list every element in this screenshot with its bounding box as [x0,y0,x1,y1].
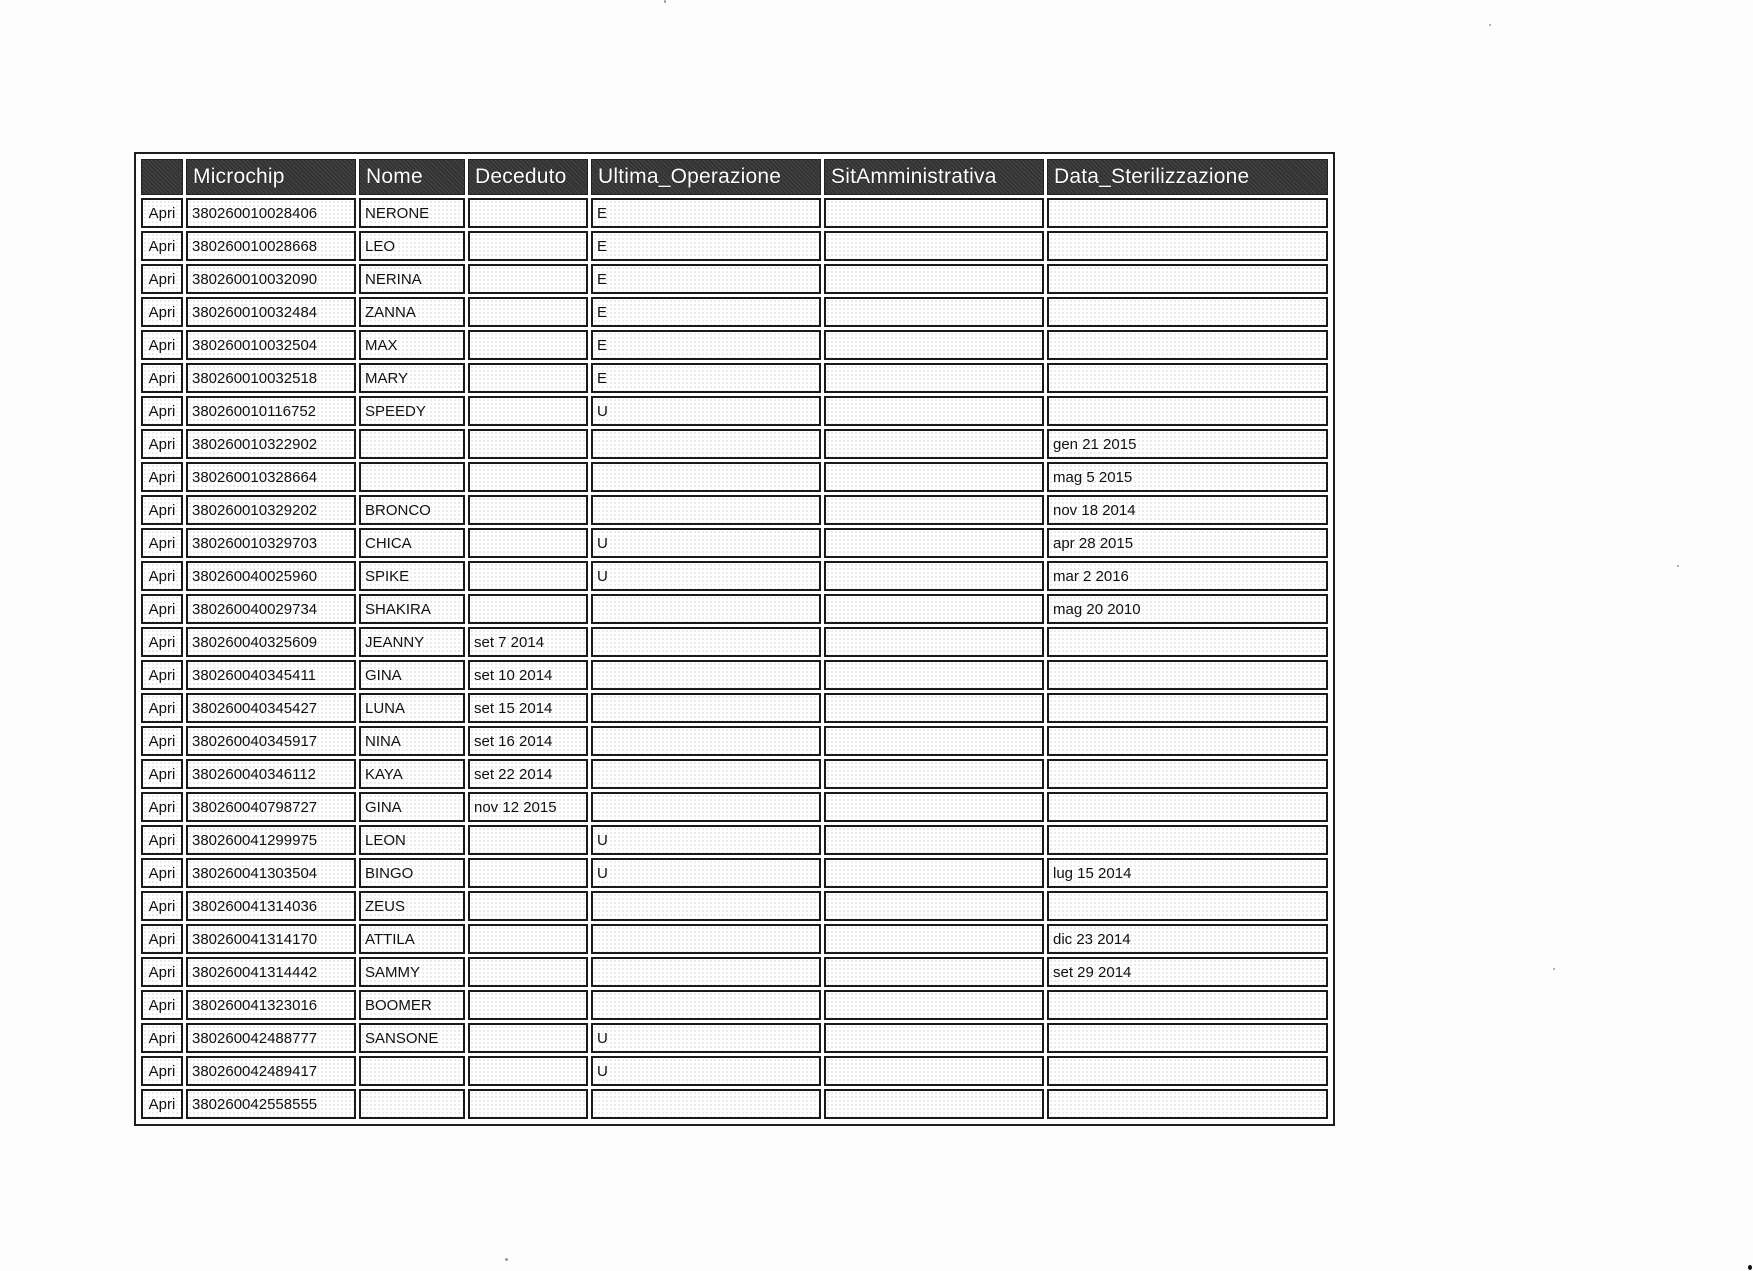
cell-sit-amministrativa [824,726,1044,756]
cell-sit-amministrativa [824,891,1044,921]
apri-button[interactable]: Apri [148,897,176,915]
cell-microchip: 380260010032504 [186,330,356,360]
apri-button[interactable]: Apri [148,732,176,750]
table-row [141,495,1328,525]
cell-data-sterilizzazione [1047,264,1328,294]
cell-ultima-operazione: E [591,198,821,228]
cell-nome [359,1089,465,1119]
apri-button-cell[interactable] [141,396,183,426]
apri-button[interactable]: Apri [148,1095,176,1113]
cell-ultima-operazione [591,594,821,624]
cell-deceduto [468,231,588,261]
apri-button-cell[interactable] [141,462,183,492]
apri-button[interactable]: Apri [148,534,176,552]
table-body [141,198,1328,1119]
apri-button-cell[interactable] [141,924,183,954]
cell-microchip: 380260041314170 [186,924,356,954]
cell-microchip: 380260010322902 [186,429,356,459]
cell-ultima-operazione [591,792,821,822]
cell-data-sterilizzazione: gen 21 2015 [1047,429,1328,459]
cell-sit-amministrativa [824,297,1044,327]
cell-data-sterilizzazione: mag 20 2010 [1047,594,1328,624]
apri-button[interactable]: Apri [148,402,176,420]
table-row [141,924,1328,954]
cell-deceduto [468,891,588,921]
header-nome: Nome [359,159,465,195]
table-row [141,693,1328,723]
cell-ultima-operazione: U [591,528,821,558]
cell-microchip: 380260040345411 [186,660,356,690]
cell-ultima-operazione [591,957,821,987]
cell-microchip: 380260010329202 [186,495,356,525]
cell-microchip: 380260042488777 [186,1023,356,1053]
apri-button[interactable]: Apri [148,864,176,882]
table-row [141,957,1328,987]
animal-registry-table-frame [134,152,1335,1126]
cell-sit-amministrativa [824,957,1044,987]
cell-deceduto [468,561,588,591]
cell-microchip: 380260042489417 [186,1056,356,1086]
table-row [141,1023,1328,1053]
apri-button-cell[interactable] [141,561,183,591]
cell-ultima-operazione [591,660,821,690]
table-row [141,264,1328,294]
cell-nome: BINGO [359,858,465,888]
cell-ultima-operazione: E [591,231,821,261]
cell-ultima-operazione [591,495,821,525]
cell-microchip: 380260041303504 [186,858,356,888]
cell-nome: NERINA [359,264,465,294]
cell-data-sterilizzazione [1047,363,1328,393]
apri-button-cell[interactable] [141,594,183,624]
apri-button-cell[interactable] [141,858,183,888]
header-ultima-operazione: Ultima_Operazione [591,159,821,195]
apri-button-cell[interactable] [141,660,183,690]
cell-microchip: 380260040345427 [186,693,356,723]
table-row [141,561,1328,591]
apri-button[interactable]: Apri [148,1062,176,1080]
cell-deceduto [468,297,588,327]
apri-button[interactable]: Apri [148,435,176,453]
cell-ultima-operazione: E [591,264,821,294]
cell-microchip: 380260010028406 [186,198,356,228]
cell-ultima-operazione: U [591,825,821,855]
table-row [141,363,1328,393]
cell-microchip: 380260010328664 [186,462,356,492]
cell-data-sterilizzazione [1047,198,1328,228]
cell-data-sterilizzazione [1047,297,1328,327]
cell-nome: LEO [359,231,465,261]
cell-data-sterilizzazione [1047,1056,1328,1086]
apri-button-cell[interactable] [141,495,183,525]
apri-button[interactable]: Apri [148,930,176,948]
cell-ultima-operazione: U [591,396,821,426]
table-row [141,759,1328,789]
table-row [141,231,1328,261]
apri-button[interactable]: Apri [148,270,176,288]
scan-speck [1489,24,1491,26]
cell-nome: SHAKIRA [359,594,465,624]
cell-nome: SAMMY [359,957,465,987]
cell-microchip: 380260041314036 [186,891,356,921]
cell-data-sterilizzazione: apr 28 2015 [1047,528,1328,558]
cell-ultima-operazione: E [591,330,821,360]
cell-nome: KAYA [359,759,465,789]
table-row [141,627,1328,657]
table-row [141,891,1328,921]
cell-deceduto [468,957,588,987]
cell-nome: NERONE [359,198,465,228]
header-deceduto: Deceduto [468,159,588,195]
cell-microchip: 380260010116752 [186,396,356,426]
cell-ultima-operazione: U [591,561,821,591]
cell-nome: SPIKE [359,561,465,591]
cell-sit-amministrativa [824,198,1044,228]
cell-data-sterilizzazione [1047,231,1328,261]
cell-sit-amministrativa [824,495,1044,525]
cell-nome: BOOMER [359,990,465,1020]
cell-data-sterilizzazione [1047,660,1328,690]
apri-button-cell[interactable] [141,297,183,327]
cell-sit-amministrativa [824,561,1044,591]
apri-button-cell[interactable] [141,759,183,789]
table-row [141,528,1328,558]
apri-button-cell[interactable] [141,792,183,822]
cell-sit-amministrativa [824,1089,1044,1119]
cell-sit-amministrativa [824,594,1044,624]
cell-data-sterilizzazione [1047,627,1328,657]
header-sit-amministrativa: SitAmministrativa [824,159,1044,195]
cell-microchip: 380260041314442 [186,957,356,987]
apri-button-cell[interactable] [141,1089,183,1119]
cell-deceduto: nov 12 2015 [468,792,588,822]
cell-microchip: 380260040345917 [186,726,356,756]
cell-sit-amministrativa [824,825,1044,855]
table-row [141,660,1328,690]
cell-nome: ZANNA [359,297,465,327]
cell-sit-amministrativa [824,330,1044,360]
apri-button[interactable]: Apri [148,996,176,1014]
cell-ultima-operazione [591,1089,821,1119]
cell-nome: MAX [359,330,465,360]
cell-data-sterilizzazione [1047,330,1328,360]
cell-nome [359,1056,465,1086]
table-row [141,330,1328,360]
cell-sit-amministrativa [824,528,1044,558]
cell-deceduto [468,1056,588,1086]
apri-button[interactable]: Apri [148,369,176,387]
apri-button[interactable]: Apri [148,963,176,981]
cell-data-sterilizzazione [1047,1089,1328,1119]
cell-microchip: 380260040029734 [186,594,356,624]
cell-sit-amministrativa [824,429,1044,459]
table-row [141,462,1328,492]
apri-button[interactable]: Apri [148,336,176,354]
cell-deceduto: set 7 2014 [468,627,588,657]
cell-sit-amministrativa [824,924,1044,954]
apri-button[interactable]: Apri [148,303,176,321]
apri-button-cell[interactable] [141,330,183,360]
apri-button-cell[interactable] [141,957,183,987]
header-data-sterilizzazione: Data_Sterilizzazione [1047,159,1328,195]
cell-ultima-operazione [591,429,821,459]
apri-button[interactable]: Apri [148,1029,176,1047]
apri-button[interactable]: Apri [148,666,176,684]
cell-nome: ATTILA [359,924,465,954]
cell-data-sterilizzazione [1047,396,1328,426]
cell-deceduto [468,825,588,855]
apri-button[interactable]: Apri [148,633,176,651]
apri-button[interactable]: Apri [148,237,176,255]
apri-button[interactable]: Apri [148,765,176,783]
cell-sit-amministrativa [824,1023,1044,1053]
cell-data-sterilizzazione: mag 5 2015 [1047,462,1328,492]
cell-nome: CHICA [359,528,465,558]
apri-button[interactable]: Apri [148,798,176,816]
apri-button-cell[interactable] [141,990,183,1020]
cell-deceduto [468,528,588,558]
cell-data-sterilizzazione: nov 18 2014 [1047,495,1328,525]
cell-deceduto: set 10 2014 [468,660,588,690]
cell-deceduto [468,1089,588,1119]
cell-data-sterilizzazione [1047,693,1328,723]
table-row [141,825,1328,855]
cell-nome: LEON [359,825,465,855]
table-row [141,396,1328,426]
cell-microchip: 380260040798727 [186,792,356,822]
apri-button[interactable]: Apri [148,501,176,519]
cell-sit-amministrativa [824,1056,1044,1086]
apri-button-cell[interactable] [141,1056,183,1086]
cell-data-sterilizzazione: set 29 2014 [1047,957,1328,987]
cell-deceduto [468,858,588,888]
cell-microchip: 380260010032090 [186,264,356,294]
cell-deceduto: set 22 2014 [468,759,588,789]
cell-nome: SANSONE [359,1023,465,1053]
cell-deceduto [468,462,588,492]
cell-microchip: 380260042558555 [186,1089,356,1119]
cell-microchip: 380260010028668 [186,231,356,261]
cell-sit-amministrativa [824,231,1044,261]
cell-sit-amministrativa [824,792,1044,822]
cell-data-sterilizzazione: mar 2 2016 [1047,561,1328,591]
cell-data-sterilizzazione: dic 23 2014 [1047,924,1328,954]
table-header-row [141,159,1328,195]
animal-registry-table [138,156,1331,1122]
scan-speck [505,1258,508,1261]
cell-deceduto [468,924,588,954]
cell-deceduto [468,264,588,294]
cell-sit-amministrativa [824,264,1044,294]
apri-button-cell[interactable] [141,363,183,393]
cell-data-sterilizzazione: lug 15 2014 [1047,858,1328,888]
cell-sit-amministrativa [824,990,1044,1020]
cell-deceduto [468,594,588,624]
cell-nome: LUNA [359,693,465,723]
cell-nome: SPEEDY [359,396,465,426]
cell-nome: MARY [359,363,465,393]
cell-data-sterilizzazione [1047,759,1328,789]
cell-sit-amministrativa [824,858,1044,888]
apri-button[interactable]: Apri [148,600,176,618]
apri-button[interactable]: Apri [148,699,176,717]
apri-button-cell[interactable] [141,231,183,261]
cell-ultima-operazione: U [591,858,821,888]
cell-nome [359,429,465,459]
apri-button-cell[interactable] [141,264,183,294]
apri-button[interactable]: Apri [148,204,176,222]
cell-ultima-operazione [591,693,821,723]
cell-deceduto [468,198,588,228]
cell-nome [359,462,465,492]
cell-data-sterilizzazione [1047,1023,1328,1053]
cell-sit-amministrativa [824,363,1044,393]
cell-microchip: 380260010032518 [186,363,356,393]
cell-microchip: 380260040025960 [186,561,356,591]
cell-sit-amministrativa [824,660,1044,690]
cell-ultima-operazione [591,726,821,756]
apri-button[interactable]: Apri [148,831,176,849]
apri-button-cell[interactable] [141,726,183,756]
cell-deceduto [468,429,588,459]
cell-ultima-operazione [591,759,821,789]
cell-data-sterilizzazione [1047,990,1328,1020]
scan-speck [1748,1265,1752,1270]
table-row [141,792,1328,822]
cell-data-sterilizzazione [1047,792,1328,822]
table-row [141,990,1328,1020]
cell-ultima-operazione [591,990,821,1020]
apri-button-cell[interactable] [141,693,183,723]
header-action [141,159,183,195]
cell-nome: NINA [359,726,465,756]
cell-deceduto [468,990,588,1020]
table-row [141,726,1328,756]
cell-data-sterilizzazione [1047,726,1328,756]
cell-ultima-operazione [591,891,821,921]
cell-microchip: 380260010032484 [186,297,356,327]
table-row [141,1089,1328,1119]
apri-button-cell[interactable] [141,198,183,228]
cell-nome: GINA [359,792,465,822]
cell-deceduto: set 15 2014 [468,693,588,723]
apri-button-cell[interactable] [141,627,183,657]
cell-data-sterilizzazione [1047,891,1328,921]
header-microchip: Microchip [186,159,356,195]
cell-ultima-operazione [591,924,821,954]
cell-microchip: 380260041323016 [186,990,356,1020]
cell-data-sterilizzazione [1047,825,1328,855]
cell-microchip: 380260041299975 [186,825,356,855]
cell-nome: ZEUS [359,891,465,921]
scan-speck [664,0,666,3]
cell-ultima-operazione [591,627,821,657]
cell-deceduto [468,1023,588,1053]
apri-button[interactable]: Apri [148,567,176,585]
table-row [141,1056,1328,1086]
apri-button-cell[interactable] [141,891,183,921]
cell-ultima-operazione: U [591,1023,821,1053]
scan-speck [1553,968,1555,970]
cell-ultima-operazione: E [591,363,821,393]
cell-ultima-operazione: E [591,297,821,327]
apri-button[interactable]: Apri [148,468,176,486]
cell-microchip: 380260010329703 [186,528,356,558]
cell-sit-amministrativa [824,627,1044,657]
cell-deceduto [468,330,588,360]
cell-deceduto [468,396,588,426]
table-row [141,198,1328,228]
table-row [141,858,1328,888]
table-row [141,297,1328,327]
cell-sit-amministrativa [824,462,1044,492]
cell-deceduto [468,363,588,393]
cell-nome: BRONCO [359,495,465,525]
apri-button-cell[interactable] [141,1023,183,1053]
scan-speck [1677,565,1679,567]
table-row [141,429,1328,459]
apri-button-cell[interactable] [141,528,183,558]
cell-ultima-operazione [591,462,821,492]
cell-microchip: 380260040325609 [186,627,356,657]
cell-deceduto [468,495,588,525]
cell-sit-amministrativa [824,396,1044,426]
cell-deceduto: set 16 2014 [468,726,588,756]
cell-nome: GINA [359,660,465,690]
cell-nome: JEANNY [359,627,465,657]
apri-button-cell[interactable] [141,825,183,855]
cell-sit-amministrativa [824,759,1044,789]
cell-ultima-operazione: U [591,1056,821,1086]
apri-button-cell[interactable] [141,429,183,459]
table-row [141,594,1328,624]
cell-sit-amministrativa [824,693,1044,723]
cell-microchip: 380260040346112 [186,759,356,789]
